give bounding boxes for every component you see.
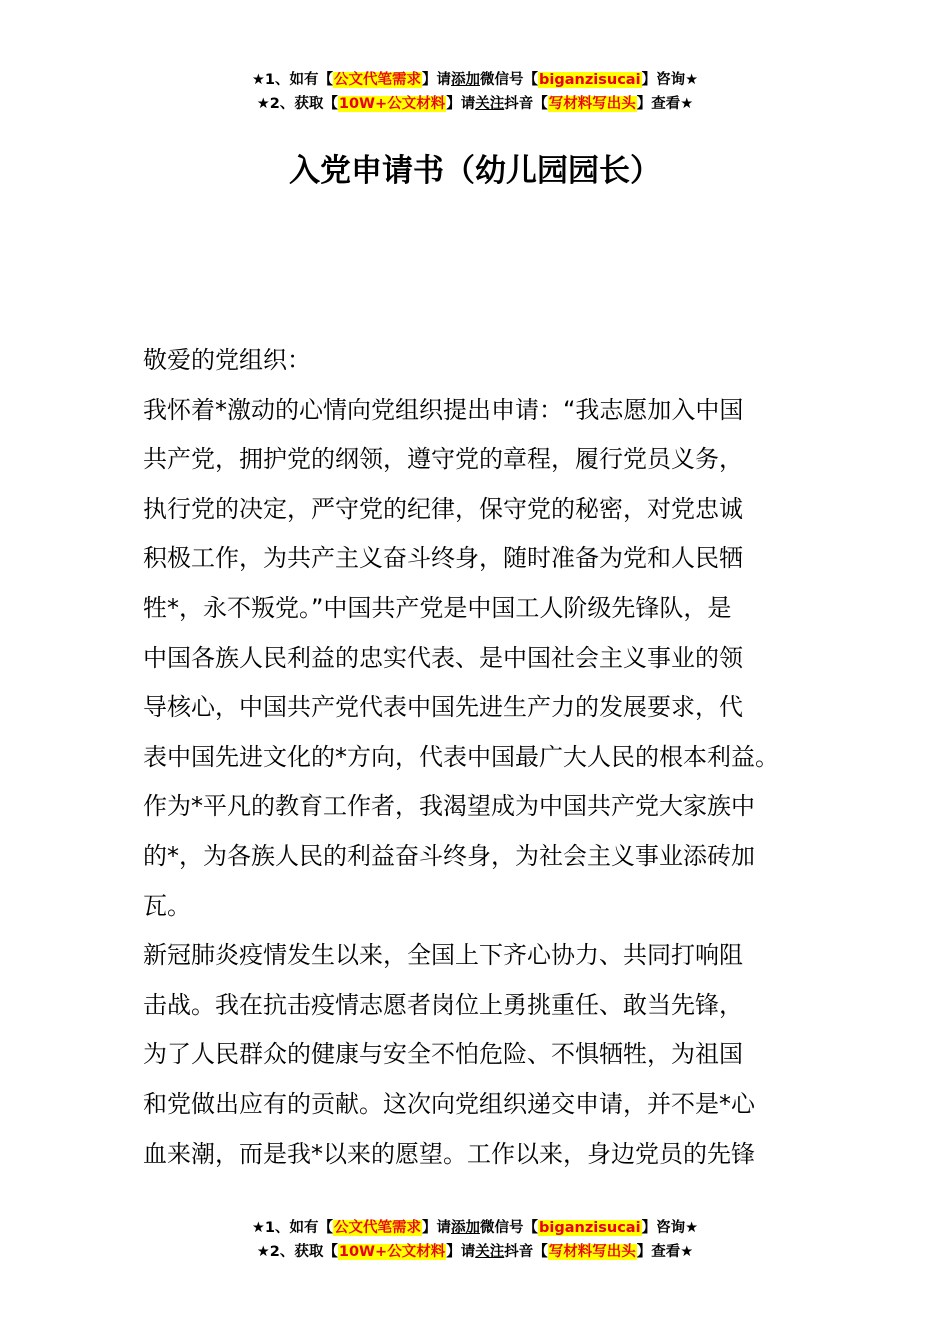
text-line: 牲*，永不叛党。”中国共产党是中国工人阶级先锋队，是: [143, 593, 732, 622]
text-line: 和党做出应有的贡献。这次向党组织递交申请，并不是*心: [143, 1089, 755, 1118]
text-line: 中国各族人民利益的忠实代表、是中国社会主义事业的领: [143, 643, 743, 672]
document-title: 入党申请书（幼儿园园长）: [289, 153, 661, 189]
text-line: 表中国先进文化的*方向，代表中国最广大人民的根本利益。: [143, 742, 779, 771]
text-line: 瓦。: [143, 891, 191, 920]
highlight-text: 写材料写出头: [548, 1244, 636, 1260]
highlight-text: 10W+公文材料: [338, 96, 446, 112]
highlight-text: biganzisucai: [539, 1220, 641, 1236]
highlight-text: 10W+公文材料: [338, 1244, 446, 1260]
text-line: 的*，为各族人民的利益奋斗终身，为社会主义事业添砖加: [143, 841, 755, 870]
text-line: 我怀着*激动的心情向党组织提出申请：“我志愿加入中国: [143, 395, 744, 424]
text-line: 执行党的决定，严守党的纪律，保守党的秘密，对党忠诚: [143, 494, 743, 523]
text-line: 新冠肺炎疫情发生以来，全国上下齐心协力、共同打响阻: [143, 941, 743, 970]
text-line: 导核心，中国共产党代表中国先进生产力的发展要求，代: [143, 693, 743, 722]
footer-banner: [0, 1216, 950, 1264]
header-banner: [0, 68, 950, 116]
text-line: 击战。我在抗击疫情志愿者岗位上勇挑重任、敢当先锋，: [143, 990, 743, 1019]
document-body: [143, 336, 833, 1179]
paragraph-2: [143, 931, 833, 1179]
banner-line-2: ★2、获取【10W+公文材料】请关注抖音【写材料写出头】查看★: [256, 96, 694, 112]
text-line: 积极工作，为共产主义奋斗终身，随时准备为党和人民牺: [143, 544, 743, 573]
highlight-text: 公文代笔需求: [334, 1220, 422, 1236]
text-line: 为了人民群众的健康与安全不怕危险、不惧牺牲，为祖国: [143, 1040, 743, 1069]
banner-line-1: ★1、如有【公文代笔需求】请添加微信号【biganzisucai】咨询★: [251, 72, 699, 88]
highlight-text: biganzisucai: [539, 72, 641, 88]
banner-line-1: ★1、如有【公文代笔需求】请添加微信号【biganzisucai】咨询★: [251, 1220, 699, 1236]
highlight-text: 公文代笔需求: [334, 72, 422, 88]
banner-line-2: ★2、获取【10W+公文材料】请关注抖音【写材料写出头】查看★: [256, 1244, 694, 1260]
text-line: 共产党，拥护党的纲领，遵守党的章程，履行党员义务，: [143, 445, 743, 474]
highlight-text: 写材料写出头: [548, 96, 636, 112]
paragraph-1: [143, 386, 833, 932]
salutation: 敬爱的党组织：: [143, 346, 311, 374]
text-line: 作为*平凡的教育工作者，我渴望成为中国共产党大家族中: [143, 792, 755, 821]
text-line: 血来潮，而是我*以来的愿望。工作以来，身边党员的先锋: [143, 1139, 755, 1168]
